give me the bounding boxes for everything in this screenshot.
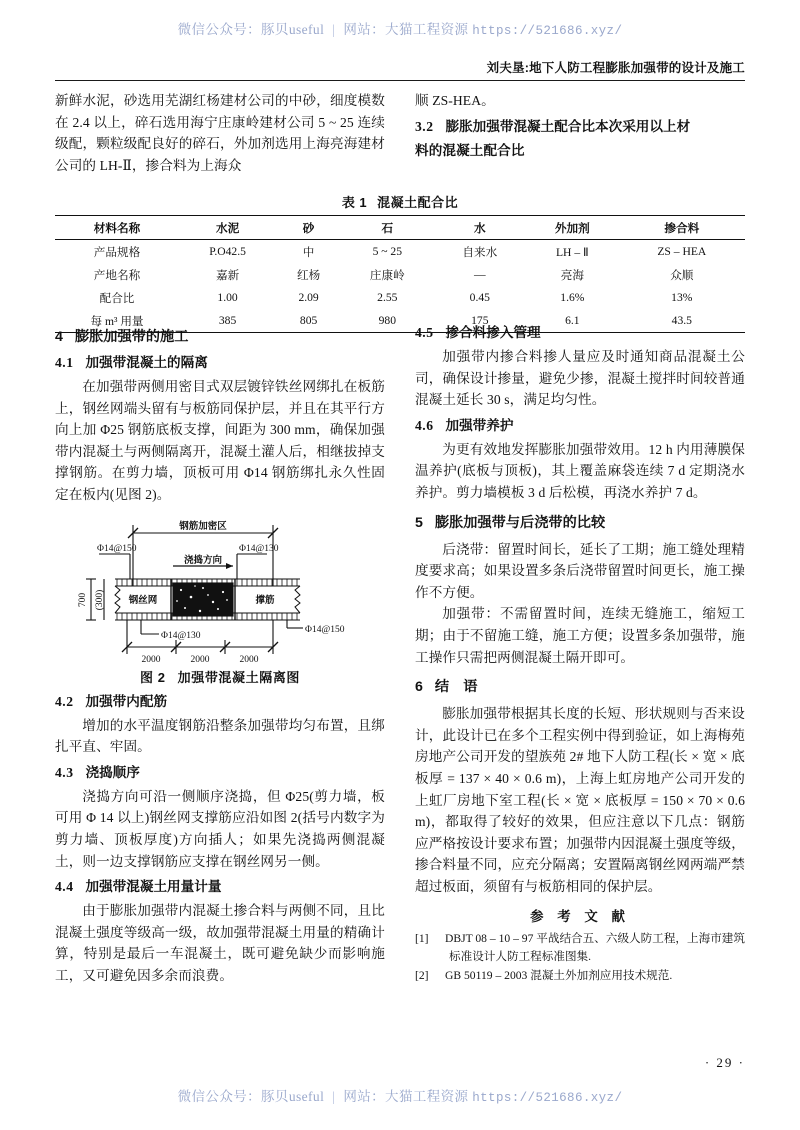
figure-label-mesh: 钢丝网 (128, 595, 158, 606)
paragraph-4-4: 由于膨胀加强带内混凝土掺合料与两侧不同，且比混凝土强度等级高一级，故加强带混凝土用量的精确计算，特别是最后一车混凝土，既可避免缺少而影响施工，又可避免因多余而浪费。 (55, 903, 385, 983)
table-cell: 1.00 (217, 291, 238, 304)
heading-4-number: 4 (55, 329, 63, 345)
heading-4-4-number: 4.4 (55, 879, 74, 895)
right-column-lower (415, 318, 745, 987)
figure-caption-label: 图 2 (139, 669, 166, 685)
table-cell: 43.5 (619, 309, 745, 333)
references-title: 参 考 文 献 (530, 909, 630, 925)
left-column (55, 90, 385, 176)
paragraph-4-6: 为更有效地发挥膨胀加强带效用。12 h 内用薄膜保温养护(底板与顶板)，其上覆盖麻袋连续 7 d 定期浇水养护。剪力墙模板 3 d 后松模，再浇水养护 7 d。 (415, 441, 745, 500)
reference-item (415, 967, 745, 985)
heading-4 (55, 327, 385, 347)
table-cell: — (474, 268, 486, 281)
heading-4-4 (55, 877, 385, 897)
heading-3-2 (415, 117, 745, 137)
watermark-site-label-bottom: 网站： (343, 1089, 386, 1104)
table-cell: 385 (179, 309, 276, 333)
figure-label-top-zone: 钢筋加密区 (179, 521, 227, 532)
figure-label-rebar-top-right: Φ14@130 (239, 543, 279, 554)
figure-2 (55, 516, 385, 686)
table-cell: 自来水 (462, 245, 498, 259)
right-continued-paragraph: 顺 ZS-HEA。 (415, 93, 495, 108)
table-cell: 2.09 (298, 291, 319, 304)
figure-caption-title: 加强带混凝土隔离图 (177, 669, 301, 685)
heading-4-5-title: 掺合料掺入管理 (445, 325, 541, 340)
reference-number: [1] (415, 932, 429, 946)
figure-label-height-inner: (300) (95, 589, 105, 610)
heading-6-title: 结 语 (434, 679, 478, 696)
left-continued-paragraph: 新鲜水泥，砂选用芜湖红杨建材公司的中砂，细度模数在 2.4 以上，碎石选用海宁庄康岭建材公司 5 ~ 25 连续级配，颗粒级配良好的碎石，外加剂选用上海亮海建材公司的 LH-Ⅱ，掺合料为上海众 (55, 93, 385, 173)
reference-item (415, 930, 745, 965)
paragraph-6: 膨胀加强带根据其长度的长短、形状规则与否来设计，此设计已在多个工程实例中得到验证，如上海梅苑房地产公司开发的望族苑 2# 地下人防工程(长 × 宽 × 底板厚 = 137 × 40 × 0.6 m)，上海上虹房地产公司开发的上虹厂房地下室工程(长 × 宽 × 底板厚 = 150 × 70 × 0.6 m)，都取得了较好的效果，但应注意以下几点：钢筋应严格按设计要求布置；加强带内因混凝土强度等级，掺合料量不同，应充分隔离；安置隔离钢丝网两端严禁超过板面，须留有与板筋相同的保护层。 (415, 706, 745, 894)
watermark-top (0, 18, 800, 38)
table-col-4: 水 (434, 216, 527, 240)
figure-label-pour-direction: 浇捣方向 (183, 555, 223, 566)
table-cell: 亮海 (560, 268, 584, 282)
table-cell: 嘉新 (215, 268, 240, 282)
heading-4-1-title: 加强带混凝土的隔离 (85, 355, 208, 370)
table-col-5: 外加剂 (526, 216, 619, 240)
watermark-url: https://521686.xyz/ (472, 24, 623, 38)
figure-label-rebar-top-left: Φ14@150 (97, 543, 137, 554)
table-col-6: 掺合料 (619, 216, 745, 240)
figure-label-dim2: 2000 (190, 654, 210, 664)
reference-text: GB 50119 – 2003 混凝土外加剂应用技术规范. (445, 969, 673, 983)
figure-2-caption (55, 667, 385, 686)
table-caption-label: 表 1 (341, 195, 368, 210)
heading-4-6-title: 加强带养护 (445, 417, 514, 433)
watermark-site-label: 网站： (343, 22, 386, 37)
heading-4-1-number: 4.1 (55, 355, 74, 370)
page-number: · 29 · (704, 1055, 745, 1070)
header-rule (55, 80, 745, 81)
paragraph-4-1: 在加强带两侧用密目式双层镀锌铁丝网绑扎在板筋上，钢丝网端头留有与板筋同保护层，并且在其平行方向上加 Φ25 钢筋底板支撑，间距为 300 mm，确保加强带内混凝土与两侧隔离开，混凝土灌人后，相继拔掉支撑钢筋。在剪力墙，顶板可用 Φ14 钢筋绑扎永久性固定在板内(见图 2)。 (55, 379, 385, 502)
table-cell: 805 (276, 309, 341, 333)
table-cell: ZS – HEA (657, 245, 707, 258)
heading-3-2-title: 膨胀加强带混凝土配合比本次采用以上材 (445, 118, 691, 134)
table-cell: 众顺 (670, 268, 694, 282)
table-row-label: 产品规格 (93, 245, 141, 259)
watermark-site-value-bottom: 大猫工程资源 (385, 1089, 469, 1104)
heading-6 (415, 677, 745, 697)
heading-4-5 (415, 323, 745, 343)
table-cell: 6.1 (526, 309, 619, 333)
table-cell: P.O42.5 (209, 245, 246, 258)
table-cell: 175 (434, 309, 527, 333)
table-caption (55, 192, 745, 211)
reference-text: DBJT 08 – 10 – 97 平战结合五、六级人防工程，上海市建筑标准设计人防工程标准图集. (445, 932, 745, 963)
watermark-bottom (0, 1085, 800, 1105)
watermark-wechat-value: 豚贝useful (261, 22, 325, 37)
figure-2-drawing (55, 516, 385, 664)
left-column-lower (55, 318, 385, 987)
table-row (55, 286, 745, 309)
table-cell: 中 (302, 245, 315, 259)
figure-label-dim1: 2000 (141, 654, 161, 664)
table-row-label: 配合比 (99, 291, 135, 305)
table-row (55, 240, 745, 264)
heading-4-title: 膨胀加强带的施工 (74, 329, 189, 345)
table-caption-title: 混凝土配合比 (377, 195, 459, 210)
table-cell: LH – Ⅱ (555, 245, 589, 259)
table-cell: 980 (341, 309, 434, 333)
heading-3-2-title-cont: 料的混凝土配合比 (415, 142, 525, 158)
heading-4-6 (415, 416, 745, 436)
paragraph-5-1: 后浇带：留置时间长，延长了工期；施工缝处理精度要求高；如果设置多条后浇带留置时间更长，施工操作不方便。 (415, 541, 745, 600)
table-col-0: 材料名称 (55, 216, 179, 240)
figure-label-support-bar: 撑筋 (255, 595, 275, 606)
heading-5 (415, 513, 745, 533)
right-column (415, 90, 745, 161)
heading-4-2 (55, 692, 385, 712)
watermark-separator-bottom: | (332, 1089, 336, 1104)
figure-label-rebar-bottom-left: Φ14@130 (161, 630, 201, 641)
heading-4-2-title: 加强带内配筋 (85, 693, 168, 709)
heading-3-2-number: 3.2 (415, 118, 434, 134)
heading-4-3-title: 浇捣顺序 (85, 764, 140, 780)
table-cell: 13% (671, 291, 693, 304)
figure-label-rebar-bottom-right: Φ14@150 (305, 624, 345, 635)
reference-number: [2] (415, 969, 429, 983)
table-cell: 0.45 (469, 291, 490, 304)
heading-4-6-number: 4.6 (415, 417, 434, 433)
table-col-3: 石 (341, 216, 434, 240)
watermark-separator: | (332, 22, 336, 37)
heading-4-2-number: 4.2 (55, 693, 74, 709)
table-cell: 2.55 (377, 291, 398, 304)
heading-5-title: 膨胀加强带与后浇带的比较 (434, 514, 606, 531)
table-row-label: 每 m³ 用量 (55, 309, 179, 333)
watermark-url-bottom: https://521686.xyz/ (472, 1091, 623, 1105)
figure-label-dim3: 2000 (239, 654, 259, 664)
watermark-wechat-value-bottom: 豚贝useful (261, 1089, 325, 1104)
table-col-1: 水泥 (179, 216, 276, 240)
paragraph-4-5: 加强带内掺合料掺人量应及时通知商品混凝土公司，确保设计掺量，避免少掺，混凝土搅拌时间较普通混凝土延长 30 s，满足均匀性。 (415, 349, 745, 408)
heading-6-number: 6 (415, 679, 423, 696)
heading-5-number: 5 (415, 514, 423, 531)
table-cell: 1.6% (560, 291, 585, 304)
heading-4-3 (55, 763, 385, 783)
heading-4-4-title: 加强带混凝土用量计量 (85, 879, 222, 895)
table-cell: 5 ~ 25 (372, 245, 403, 258)
paragraph-5-2: 加强带：不需留置时间，连续无缝施工，缩短工期；由于不留施工缝，施工方便；设置多条加强带，施工操作只需把两侧混凝土隔开即可。 (415, 606, 745, 665)
mix-proportion-table (55, 215, 745, 333)
running-head: 刘夫垦:地下人防工程膨胀加强带的设计及施工 (486, 61, 745, 75)
paragraph-4-3: 浇捣方向可沿一侧顺序浇捣，但 Φ25(剪力墙，板可用 Φ 14 以上)钢丝网支撑筋应沿如图 2(括号内数字为剪力墙、顶板厚度)方向插人；如果先浇捣两侧混凝土，则一边支撑钢筋应支撑在钢丝网另一侧。 (55, 788, 385, 869)
figure-label-height-outer: 700 (78, 592, 88, 607)
table-block (55, 192, 745, 333)
heading-4-3-number: 4.3 (55, 764, 74, 780)
table-cell: 庄康岭 (369, 268, 405, 282)
paragraph-4-2: 增加的水平温度钢筋沿整条加强带均匀布置，且绑扎平直、牢固。 (55, 717, 385, 755)
watermark-wechat-label-bottom: 微信公众号： (177, 1089, 262, 1104)
table-header-row (55, 216, 745, 240)
table-cell: 红杨 (296, 268, 321, 282)
watermark-site-value: 大猫工程资源 (385, 22, 469, 37)
table-row (55, 263, 745, 286)
heading-4-1 (55, 353, 385, 373)
table-col-2: 砂 (276, 216, 341, 240)
watermark-wechat-label: 微信公众号： (177, 22, 262, 37)
heading-4-5-number: 4.5 (415, 325, 434, 340)
table-row-label: 产地名称 (93, 268, 141, 282)
